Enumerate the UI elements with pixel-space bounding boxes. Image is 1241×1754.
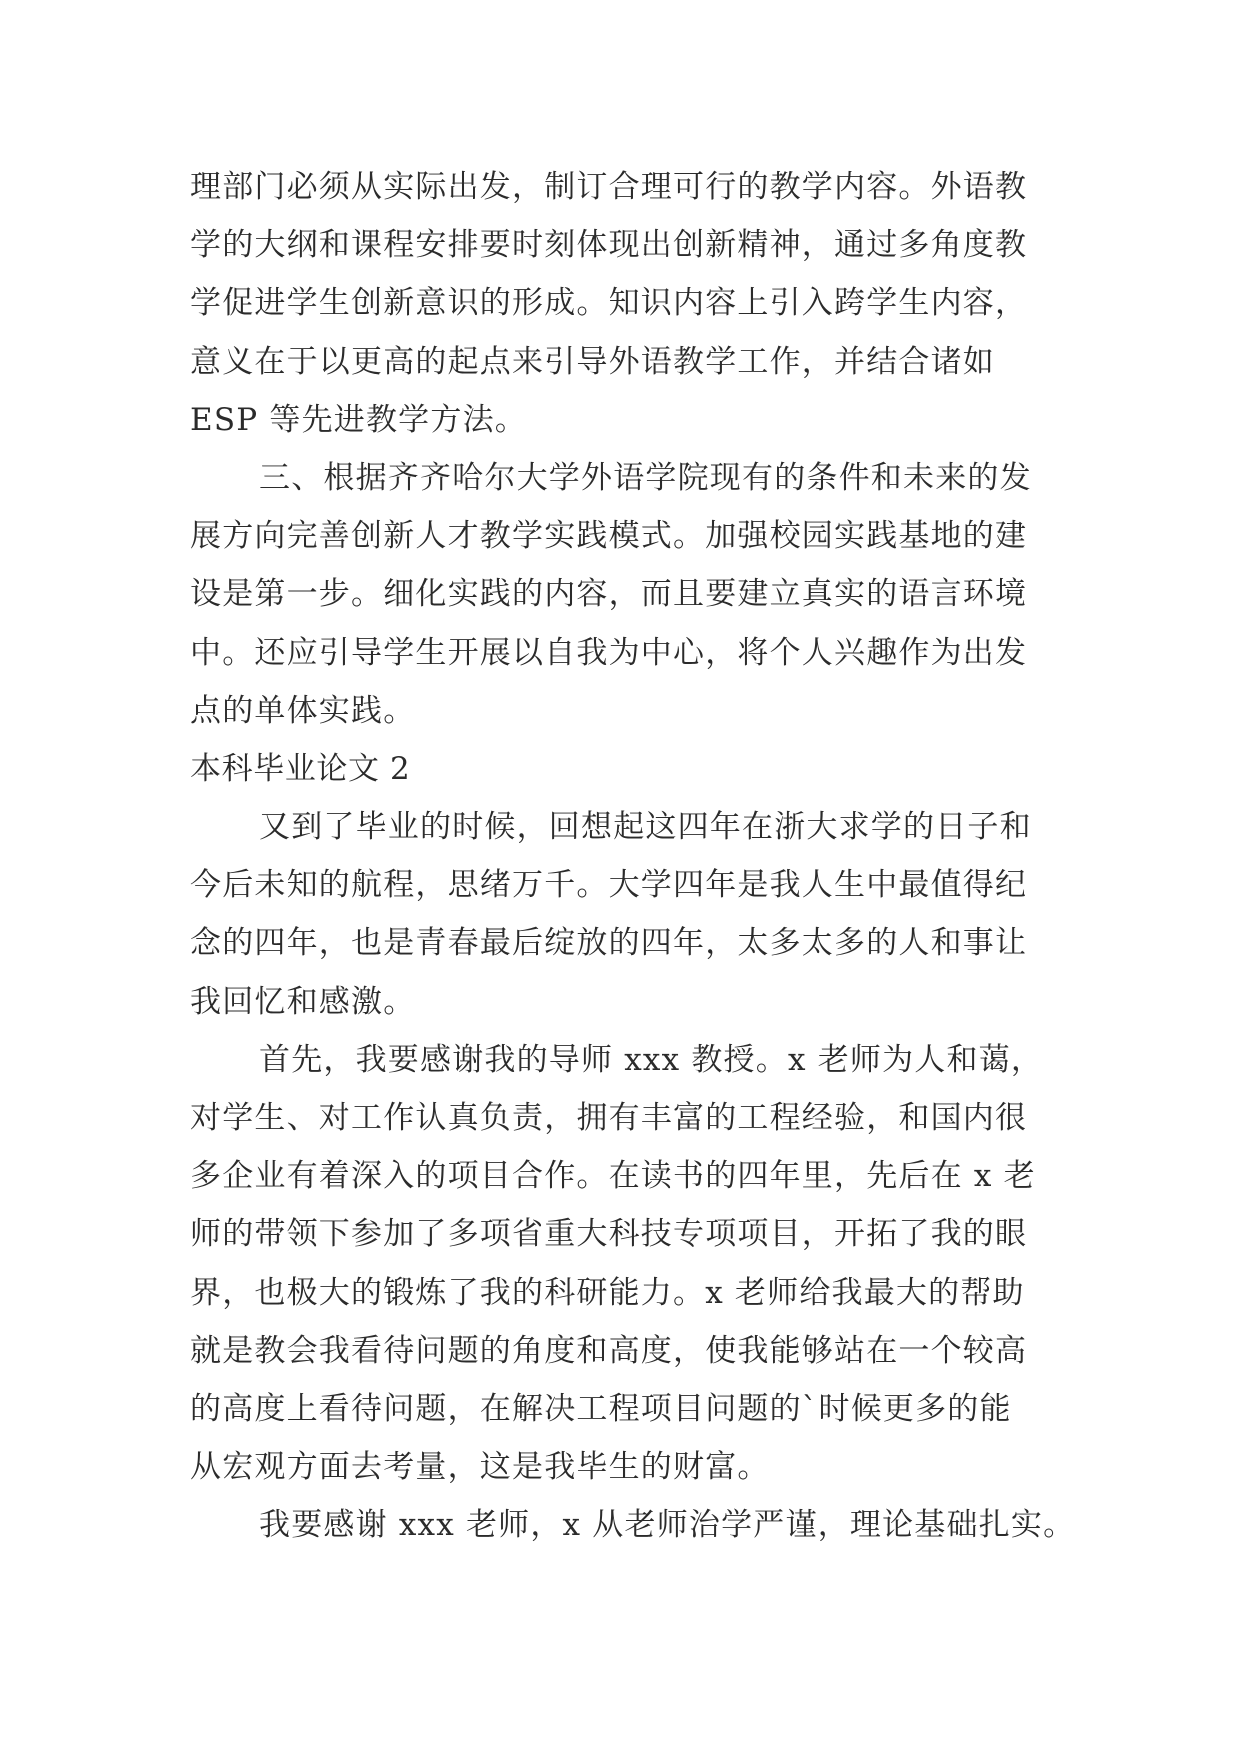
- text-line: 理部门必须从实际出发，制订合理可行的教学内容。外语教: [190, 169, 1028, 205]
- text-line: 界，也极大的锻炼了我的科研能力。x 老师给我最大的帮助: [190, 1274, 1025, 1311]
- paragraph-first-line: 我要感谢 xxx 老师，x 从老师治学严谨，理论基础扎实。: [259, 1507, 1076, 1544]
- text-line: 念的四年，也是青春最后绽放的四年，太多太多的人和事让: [190, 925, 1028, 962]
- text-line: 展方向完善创新人才教学实践模式。加强校园实践基地的建: [190, 518, 1028, 555]
- section-heading: 本科毕业论文 2: [190, 750, 411, 787]
- text-line: ESP 等先进教学方法。: [190, 401, 527, 438]
- text-line: 中。还应引导学生开展以自我为中心，将个人兴趣作为出发: [190, 634, 1028, 671]
- paragraph-first-line: 又到了毕业的时候，回想起这四年在浙大求学的日子和: [259, 809, 1032, 846]
- text-line: 点的单体实践。: [190, 692, 416, 729]
- text-line: 就是教会我看待问题的角度和高度，使我能够站在一个较高: [190, 1332, 1028, 1369]
- text-line: 意义在于以更高的起点来引导外语教学工作，并结合诸如: [190, 343, 995, 380]
- text-line: 设是第一步。细化实践的内容，而且要建立真实的语言环境: [190, 576, 1028, 613]
- text-line: 多企业有着深入的项目合作。在读书的四年里，先后在 x 老: [190, 1158, 1036, 1195]
- paragraph-first-line: 首先，我要感谢我的导师 xxx 教授。x 老师为人和蔼，: [259, 1041, 1044, 1078]
- text-line: 对学生、对工作认真负责，拥有丰富的工程经验，和国内很: [190, 1100, 1028, 1136]
- text-line: 的高度上看待问题，在解决工程项目问题的`时候更多的能: [190, 1390, 1012, 1427]
- text-line: 今后未知的航程，思绪万千。大学四年是我人生中最值得纪: [190, 867, 1028, 904]
- paragraph-first-line: 三、根据齐齐哈尔大学外语学院现有的条件和未来的发: [259, 459, 1032, 496]
- text-line: 师的带领下参加了多项省重大科技专项项目，开拓了我的眼: [190, 1216, 1028, 1253]
- text-line: 学促进学生创新意识的形成。知识内容上引入跨学生内容，: [190, 285, 1028, 322]
- document-body: [190, 158, 1076, 1555]
- text-line: 从宏观方面去考量，这是我毕生的财富。: [190, 1449, 770, 1486]
- text-line: 学的大纲和课程安排要时刻体现出创新精神，通过多角度教: [190, 227, 1028, 264]
- text-line: 我回忆和感激。: [190, 983, 416, 1020]
